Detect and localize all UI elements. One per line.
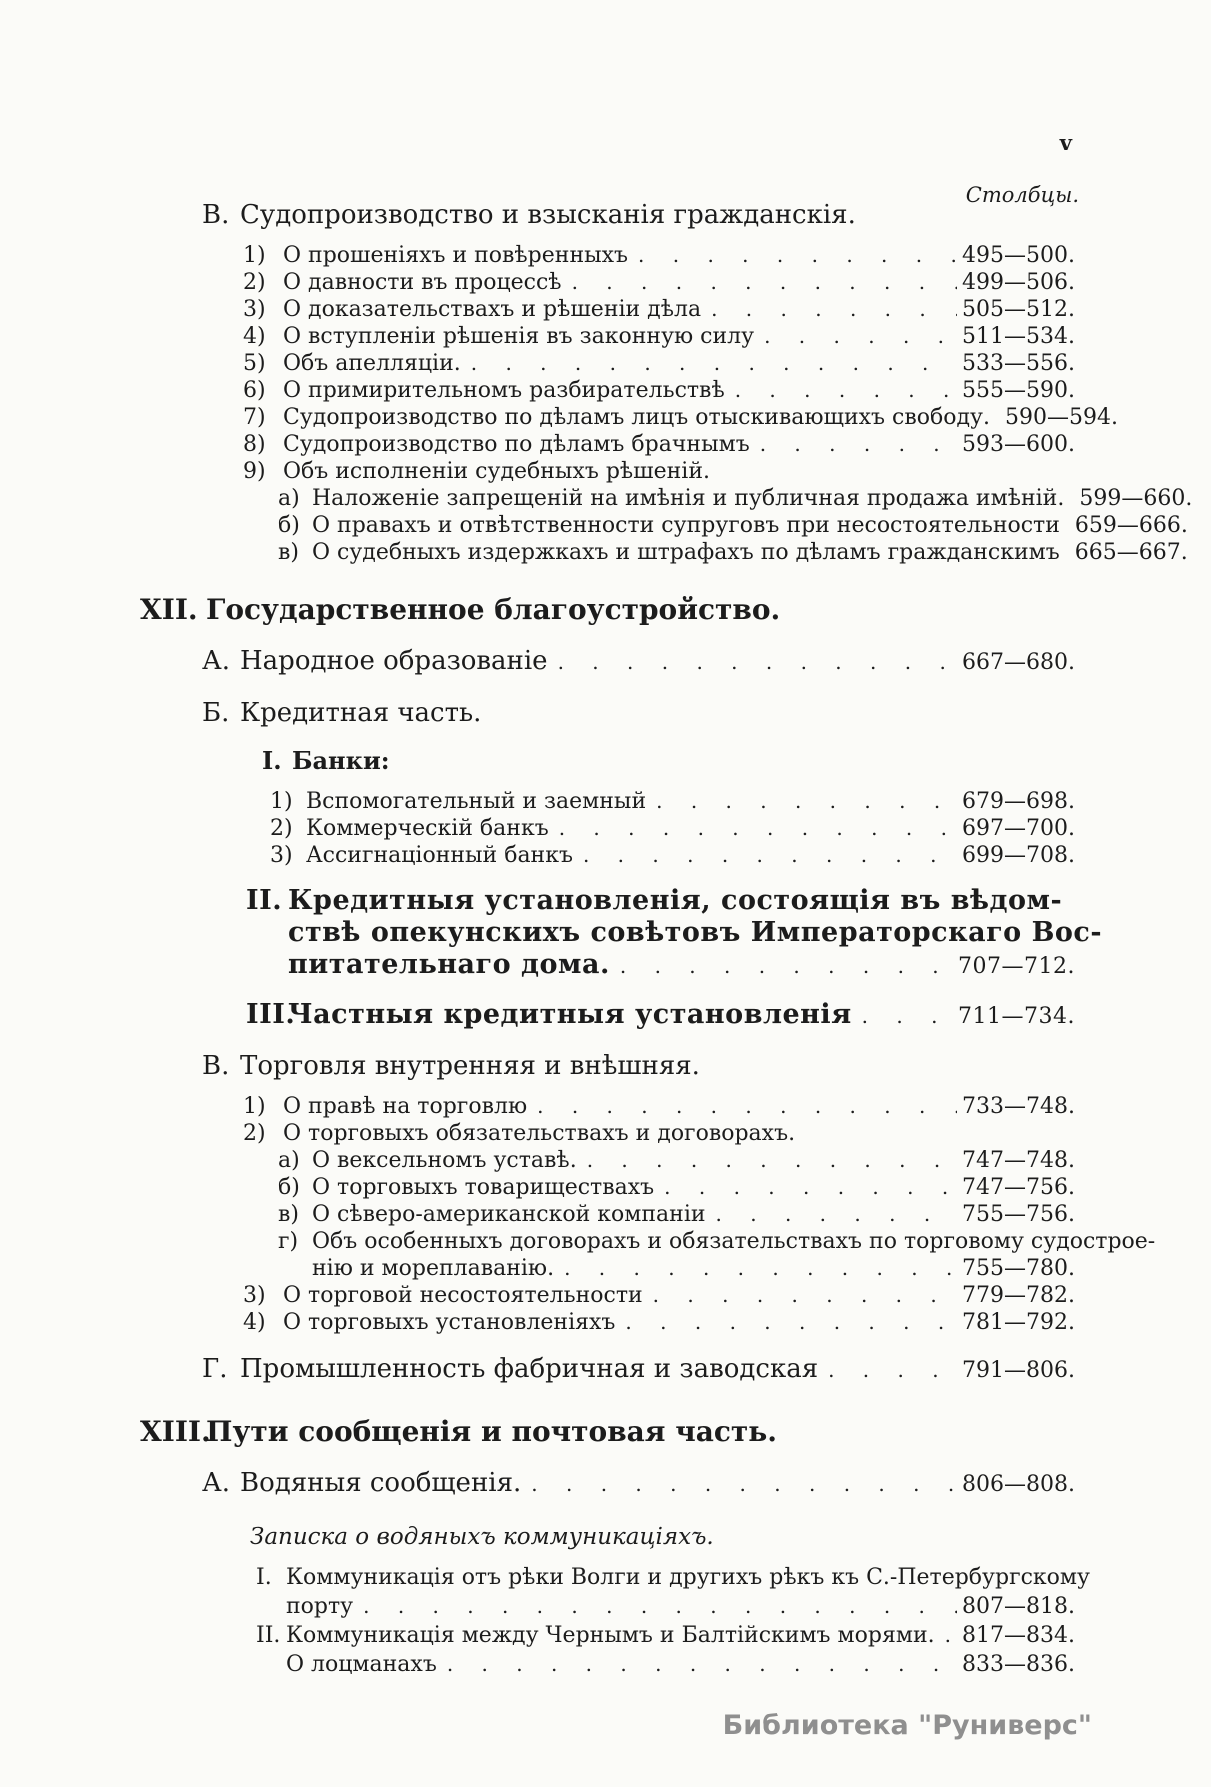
toc-entry-label: а) xyxy=(278,1148,300,1173)
toc-row xyxy=(0,269,1211,296)
toc-row xyxy=(0,1228,1211,1255)
toc-entry-label: Г. xyxy=(202,1354,228,1384)
toc-entry-label: 1) xyxy=(270,789,293,814)
toc-row xyxy=(0,539,1211,566)
toc-entry-text: Кредитная часть. xyxy=(240,698,482,728)
dot-leader xyxy=(437,1650,957,1678)
toc-entry-label: 3) xyxy=(270,843,293,868)
toc-row xyxy=(0,350,1211,377)
dot-leader xyxy=(628,242,957,269)
toc-entry-label: 6) xyxy=(243,378,266,403)
toc-entry-label: XIII. xyxy=(140,1415,211,1448)
toc-entry-pages: 707—712. xyxy=(958,954,1075,979)
toc-entry-label: г) xyxy=(278,1229,299,1254)
toc-row xyxy=(0,1120,1211,1147)
toc-entry-text: О сѣверо-американской компаніи xyxy=(312,1202,706,1227)
toc-entry-label: 4) xyxy=(243,324,266,349)
toc-row xyxy=(0,917,1211,949)
toc-entry-text: О торговыхъ установленіяхъ xyxy=(283,1310,616,1335)
toc-row xyxy=(0,746,1211,776)
toc-entry-text: Пути сообщенія и почтовая часть. xyxy=(206,1415,778,1448)
toc-row xyxy=(0,842,1211,869)
toc-entry-text: О доказательствахъ и рѣшеніи дѣла xyxy=(283,297,702,322)
toc-entry-text: О вступленіи рѣшенія въ законную силу xyxy=(283,324,755,349)
toc-entry-text: Государственное благоустройство. xyxy=(206,593,781,626)
toc-entry-label: 2) xyxy=(243,270,266,295)
toc-entry-label: б) xyxy=(278,1175,300,1200)
toc-row xyxy=(0,1255,1211,1282)
columns-header: Столбцы. xyxy=(965,183,1079,207)
toc-entry-label: 2) xyxy=(243,1121,266,1146)
toc-entry-text: Коммуникація отъ рѣки Волги и другихъ рѣкъ къ С.-Петербургскому xyxy=(286,1565,1090,1590)
toc-entry-pages: 555—590. xyxy=(962,378,1075,403)
toc-entry-text: О вексельномъ уставѣ. xyxy=(312,1148,577,1173)
dot-leader xyxy=(615,1309,957,1336)
toc-entry-text: Объ исполненіи судебныхъ рѣшеній. xyxy=(283,459,711,484)
toc-entry-pages: 665—667. xyxy=(1074,540,1188,565)
toc-entry-label: 4) xyxy=(243,1310,266,1335)
toc-row xyxy=(0,1352,1211,1388)
toc-entry-pages: 495—500. xyxy=(962,243,1075,268)
toc-entry-text: О правѣ на торговлю xyxy=(283,1094,528,1119)
toc-row xyxy=(0,1564,1211,1592)
toc-entry-text: Записка о водяныхъ коммуникаціяхъ. xyxy=(250,1524,714,1550)
toc-entry-pages: 711—734. xyxy=(958,1004,1075,1029)
dot-leader xyxy=(852,1000,957,1032)
toc-entry-text: Промышленность фабричная и заводская xyxy=(240,1354,819,1384)
toc-entry-label: в) xyxy=(278,1202,299,1227)
toc-entry-text: Судопроизводство по дѣламъ лицъ отыскивающихъ свободу. xyxy=(283,405,990,430)
toc-row xyxy=(0,815,1211,842)
toc-entry-text: Банки: xyxy=(292,746,390,775)
toc-entry-text: Ассигнаціонный банкъ xyxy=(306,843,573,868)
toc-row xyxy=(0,696,1211,730)
dot-leader xyxy=(706,1201,957,1228)
toc-row xyxy=(0,644,1211,680)
toc-row xyxy=(0,1522,1211,1552)
toc-entry-pages: 679—698. xyxy=(962,789,1075,814)
page-number: v xyxy=(1059,130,1073,155)
toc-entry-text: Кредитныя установленія, состоящія въ вѣдом- xyxy=(288,885,1063,916)
dot-leader xyxy=(353,1592,957,1620)
toc-entry-text: О прошеніяхъ и повѣренныхъ xyxy=(283,243,629,268)
toc-entry-pages: 781—792. xyxy=(962,1310,1075,1335)
toc-entry-label: 1) xyxy=(243,243,266,268)
dot-leader xyxy=(1060,512,1070,539)
toc-entry-label: I. xyxy=(256,1565,272,1590)
toc-entry-text: Коммуникація между Чернымъ и Балтійскимъ морями. xyxy=(286,1623,935,1648)
toc-row xyxy=(0,458,1211,485)
dot-leader xyxy=(1064,485,1074,512)
toc-row xyxy=(0,1201,1211,1228)
dot-leader xyxy=(554,1255,957,1282)
toc-entry-text: питательнаго дома. xyxy=(288,949,610,980)
dot-leader xyxy=(654,1174,957,1201)
toc-entry-label: XII. xyxy=(140,593,198,626)
toc-row xyxy=(0,431,1211,458)
toc-entry-pages: 755—780. xyxy=(962,1256,1075,1281)
toc-entry-label: II. xyxy=(256,1623,281,1648)
toc-entry-label: 8) xyxy=(243,432,266,457)
dot-leader xyxy=(549,815,957,842)
toc-entry-pages: 659—666. xyxy=(1074,513,1188,538)
toc-entry-pages: 599—660. xyxy=(1079,486,1193,511)
dot-leader xyxy=(990,404,1000,431)
toc-entry-text: О торговыхъ обязательствахъ и договорахъ. xyxy=(283,1121,796,1146)
toc-row xyxy=(0,404,1211,431)
toc-entry-pages: 747—756. xyxy=(962,1175,1075,1200)
toc-entry-label: I. xyxy=(262,746,282,775)
toc-entry-label: А. xyxy=(202,1468,230,1498)
toc-entry-label: 1) xyxy=(243,1094,266,1119)
toc-row xyxy=(0,1049,1211,1083)
toc-entry-pages: 755—756. xyxy=(962,1202,1075,1227)
toc-entry-text: нію и мореплаванію. xyxy=(312,1256,555,1281)
toc-row xyxy=(0,1592,1211,1621)
dot-leader xyxy=(577,1147,957,1174)
toc-entry-text: О лоцманахъ xyxy=(286,1652,437,1677)
toc-entry-text: Объ апелляціи. xyxy=(283,351,461,376)
dot-leader xyxy=(562,269,957,296)
toc-row xyxy=(0,788,1211,815)
toc-entry-pages: 593—600. xyxy=(962,432,1075,457)
dot-leader xyxy=(573,842,957,869)
toc-entry-pages: 505—512. xyxy=(962,297,1075,322)
toc-row xyxy=(0,377,1211,404)
toc-entry-pages: 667—680. xyxy=(962,650,1075,675)
toc-row xyxy=(0,999,1211,1033)
toc-entry-text: О давности въ процессѣ xyxy=(283,270,562,295)
toc-entry-pages: 747—748. xyxy=(962,1148,1075,1173)
toc-entry-pages: 499—506. xyxy=(962,270,1075,295)
toc-row xyxy=(0,296,1211,323)
toc-row xyxy=(0,1093,1211,1120)
toc-row xyxy=(0,485,1211,512)
dot-leader xyxy=(935,1621,957,1649)
dot-leader xyxy=(1060,539,1070,566)
toc-entry-pages: 590—594. xyxy=(1004,405,1118,430)
toc-entry-text: Торговля внутренняя и внѣшняя. xyxy=(240,1051,700,1081)
toc-entry-label: 3) xyxy=(243,297,266,322)
toc-entry-pages: 806—808. xyxy=(962,1472,1075,1497)
toc-entry-text: Водяныя сообщенія. xyxy=(240,1468,522,1498)
toc-row xyxy=(0,1174,1211,1201)
dot-leader xyxy=(521,1467,957,1501)
toc-entry-label: б) xyxy=(278,513,300,538)
toc-entry-pages: 779—782. xyxy=(962,1283,1075,1308)
toc-entry-text: О торговой несостоятельности xyxy=(283,1283,643,1308)
toc-entry-label: 5) xyxy=(243,351,266,376)
toc-entry-pages: 791—806. xyxy=(962,1358,1075,1383)
toc-entry-label: 9) xyxy=(243,459,266,484)
toc-entry-text: ствѣ опекунскихъ совѣтовъ Императорскаго Вос- xyxy=(288,917,1103,948)
dot-leader xyxy=(750,431,957,458)
toc-entry-text: Частныя кредитныя установленія xyxy=(288,999,852,1030)
toc-entry-text: О торговыхъ товариществахъ xyxy=(312,1175,655,1200)
toc-row xyxy=(0,242,1211,269)
toc-entry-text: Вспомогательный и заемный xyxy=(306,789,647,814)
dot-leader xyxy=(725,377,957,404)
toc-entry-pages: 817—834. xyxy=(962,1623,1075,1648)
dot-leader xyxy=(646,788,957,815)
toc-entry-pages: 833—836. xyxy=(962,1652,1075,1677)
toc-row xyxy=(0,1414,1211,1450)
toc-row xyxy=(0,1309,1211,1336)
dot-leader xyxy=(527,1093,957,1120)
dot-leader xyxy=(643,1282,957,1309)
toc-entry-text: Коммерческій банкъ xyxy=(306,816,549,841)
toc-row xyxy=(0,323,1211,350)
toc-entry-text: Народное образованіе xyxy=(240,646,548,676)
toc-entry-text: Объ особенныхъ договорахъ и обязательствахъ по торговому судострое- xyxy=(312,1229,1156,1254)
toc-row xyxy=(0,1650,1211,1679)
toc-entry-label: А. xyxy=(202,646,230,676)
toc-entry-pages: 699—708. xyxy=(962,843,1075,868)
toc-row xyxy=(0,1147,1211,1174)
toc-entry-pages: 511—534. xyxy=(962,324,1075,349)
dot-leader xyxy=(610,950,957,982)
toc-entry-text: О судебныхъ издержкахъ и штрафахъ по дѣламъ гражданскимъ xyxy=(312,540,1060,565)
toc-row xyxy=(0,512,1211,539)
toc-row xyxy=(0,1466,1211,1502)
toc-row xyxy=(0,1282,1211,1309)
toc-entry-text: Судопроизводство и взысканія гражданскія. xyxy=(240,200,856,230)
toc-entry-pages: 733—748. xyxy=(962,1094,1075,1119)
toc-entry-text: Судопроизводство по дѣламъ брачнымъ xyxy=(283,432,750,457)
toc-entry-pages: 807—818. xyxy=(962,1594,1075,1619)
toc-entry-label: Б. xyxy=(202,698,230,728)
toc-entry-label: II. xyxy=(246,885,283,916)
toc-entry-text: О правахъ и отвѣтственности супруговъ при несостоятельности xyxy=(312,513,1060,538)
dot-leader xyxy=(548,645,957,679)
toc-entry-text: Наложеніе запрещеній на имѣнія и публичная продажа имѣній. xyxy=(312,486,1065,511)
toc-entry-pages: 697—700. xyxy=(962,816,1075,841)
toc-row xyxy=(0,885,1211,917)
library-watermark: Библиотека "Руниверс" xyxy=(722,1710,1092,1741)
toc-row xyxy=(0,1621,1211,1650)
toc-entry-label: 2) xyxy=(270,816,293,841)
dot-leader xyxy=(461,350,957,377)
toc-entry-label: в) xyxy=(278,540,299,565)
toc-entry-pages: 533—556. xyxy=(962,351,1075,376)
toc-row xyxy=(0,949,1211,983)
toc-entry-label: В. xyxy=(202,1051,230,1081)
toc-entry-label: В. xyxy=(202,200,230,230)
toc-entry-text: О примирительномъ разбирательствѣ xyxy=(283,378,725,403)
toc-entry-label: а) xyxy=(278,486,300,511)
toc-entry-label: III. xyxy=(246,999,296,1030)
dot-leader xyxy=(818,1353,957,1387)
toc-row xyxy=(0,592,1211,628)
toc-entry-label: 7) xyxy=(243,405,266,430)
dot-leader xyxy=(754,323,957,350)
toc-entry-text: порту xyxy=(286,1594,354,1619)
dot-leader xyxy=(701,296,957,323)
toc-entry-label: 3) xyxy=(243,1283,266,1308)
